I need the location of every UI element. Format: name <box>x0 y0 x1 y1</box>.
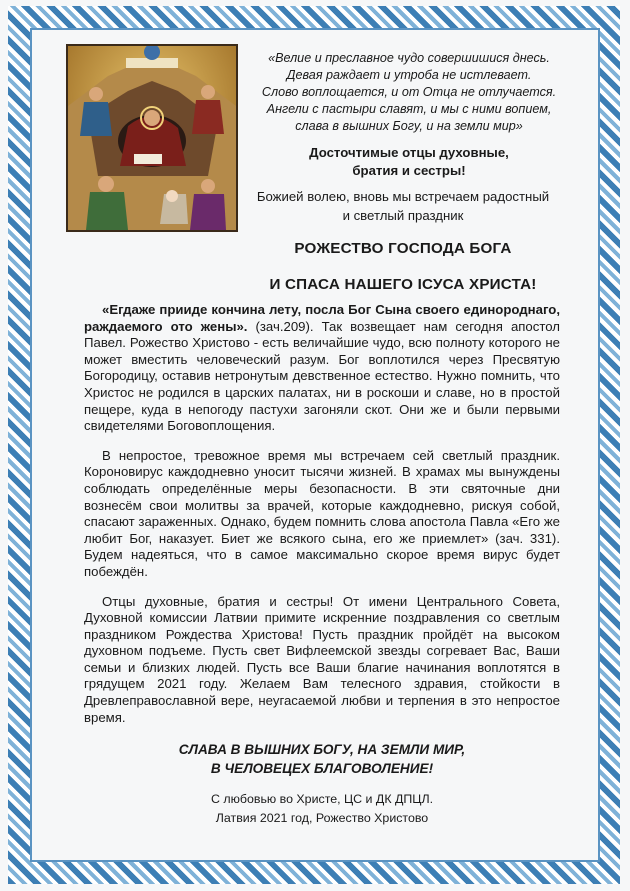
closing-line: В ЧЕЛОВЕЦЕХ БЛАГОВОЛЕНИЕ! <box>210 761 434 776</box>
paragraph-2: В непростое, тревожное время мы встречаем сей светлый праздник. Короновирус каждодневно уносит тысячи жизней. В храмах мы вынуждены соблюдать определённые меры безопасности. В эти святочные дни вознесём свои молитвы за врачей, которые каждодневно, рискуя собой, спасают зараженных. Однако, будем помнить слова апостола Павла «Его же любит Бог, наказует. Биет же всякого сына, его же приемлет» (зач. 331). Будем надеяться, что в самое максимально скорое время вирус будет побеждён. <box>84 447 560 579</box>
letter-body <box>84 302 560 739</box>
signature-line: Латвия 2021 год, Рожество Христово <box>215 811 429 825</box>
paragraph-3: Отцы духовные, братия и сестры! От имени Центрального Совета, Духовной комиссии Латвии примите искренние поздравления со светлым праздником Рождества Христова! Пусть праздник пройдёт на высоком духовном подъеме. Пусть свет Вифлеемской звезды согревает Вас, Ваши семьи и близких людей. Пусть все Ваши благие начинания воплотятся в грядущем 2021 году. Желаем Вам телесного здравия, стойкости в Древлеправославной вере, неугасаемой любви и терпения в это непростое время. <box>84 593 560 725</box>
paragraph-1-text: (зач.209). Так возвещает нам сегодня апостол Павел. Рожество Христово - есть величайшие чудо, всю полноту которого не может вместить человеческий разум. Бог воплотился через Пресвятую Богородицу, оставив нетронутым девственное естество. Нужно помнить, что Христос не родился в царских палатах, ни в роскоши и славе, но в простой пещере, куда в непогоду пастухи загоняли скот. Они же и были первыми свидетелями Боговоплощения. <box>84 318 560 434</box>
verse-line: Слово воплощается, и от Отца не отлучается. <box>261 85 557 99</box>
intro-line: и светлый праздник <box>342 208 464 223</box>
salutation-line: Досточтимые отцы духовные, <box>309 145 509 160</box>
signature <box>84 790 560 828</box>
paragraph-1 <box>84 302 560 435</box>
intro-line: Божией волею, вновь мы встречаем радостный <box>256 189 550 204</box>
feast-title-line-1: РОЖЕСТВО ГОСПОДА БОГА <box>294 240 512 257</box>
verse-line: «Велие и преславное чудо совершишися днесь. <box>268 51 550 65</box>
verse-line: слава в вышних Богу, и на земли мир» <box>295 119 523 133</box>
salutation <box>250 144 568 180</box>
closing-doxology <box>84 740 560 778</box>
verse-line: Девая раждает и утроба не истлевает. <box>286 68 532 82</box>
salutation-line: братия и сестры! <box>352 163 466 178</box>
feast-title-line-2: И СПАСА НАШЕГО IСУСА ХРИСТА! <box>269 276 537 293</box>
intro-text <box>238 187 568 225</box>
scripture-quote: «Егдаже прииде кончина лету, посла Бог Сына своего единороднаго, раждаемого ото жены». <box>84 302 560 334</box>
nativity-icon <box>66 44 238 232</box>
epigraph-verse <box>250 50 568 135</box>
signature-line: С любовью во Христе, ЦС и ДК ДПЦЛ. <box>210 792 434 806</box>
verse-line: Ангели с пастыри славят, и мы с ними вопием, <box>266 102 552 116</box>
closing-line: СЛАВА В ВЫШНИХ БОГУ, НА ЗЕМЛИ МИР, <box>178 742 466 757</box>
